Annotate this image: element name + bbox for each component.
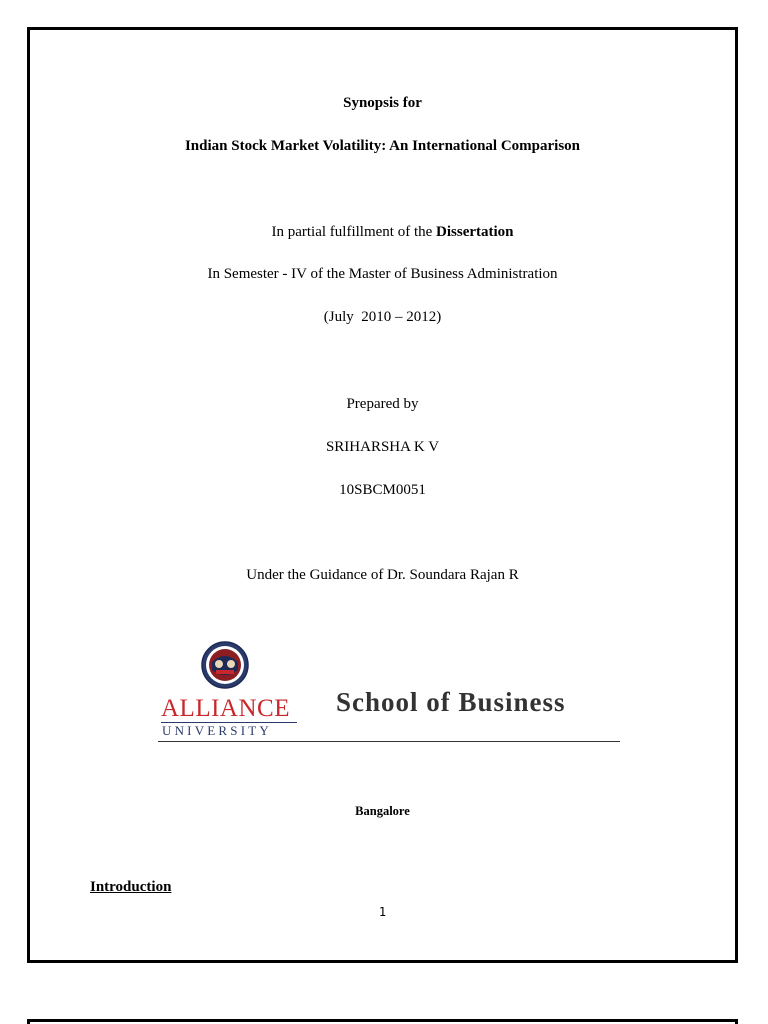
fulfillment-bold: Dissertation — [436, 224, 514, 240]
school-logo — [158, 640, 620, 744]
logo-divider — [158, 741, 620, 742]
next-page-edge — [27, 1019, 738, 1024]
semester-line: In Semester - IV of the Master of Business Administration — [207, 266, 558, 282]
alliance-university-crest-icon — [200, 640, 250, 690]
author-name: SRIHARSHA K V — [325, 439, 440, 455]
synopsis-title: Synopsis for — [343, 95, 422, 111]
fulfillment-prefix: In partial fulfillment of the — [271, 224, 437, 240]
dissertation-title: Indian Stock Market Volatility: An International Comparison — [184, 138, 581, 154]
period-line: (July 2010 – 2012) — [323, 309, 442, 325]
university-wordmark: UNIVERSITY — [162, 723, 272, 738]
page-number: 1 — [378, 905, 387, 919]
school-of-business-title: School of Business — [336, 687, 566, 717]
fulfillment-line — [30, 223, 735, 241]
alliance-wordmark: ALLIANCE — [161, 695, 290, 722]
author-id: 10SBCM0051 — [339, 482, 426, 498]
location-label: Bangalore — [355, 804, 410, 818]
prepared-by-label: Prepared by — [346, 396, 419, 412]
section-heading-introduction: Introduction — [90, 879, 172, 895]
guidance-line: Under the Guidance of Dr. Soundara Rajan R — [246, 567, 519, 583]
document-page — [27, 27, 738, 963]
